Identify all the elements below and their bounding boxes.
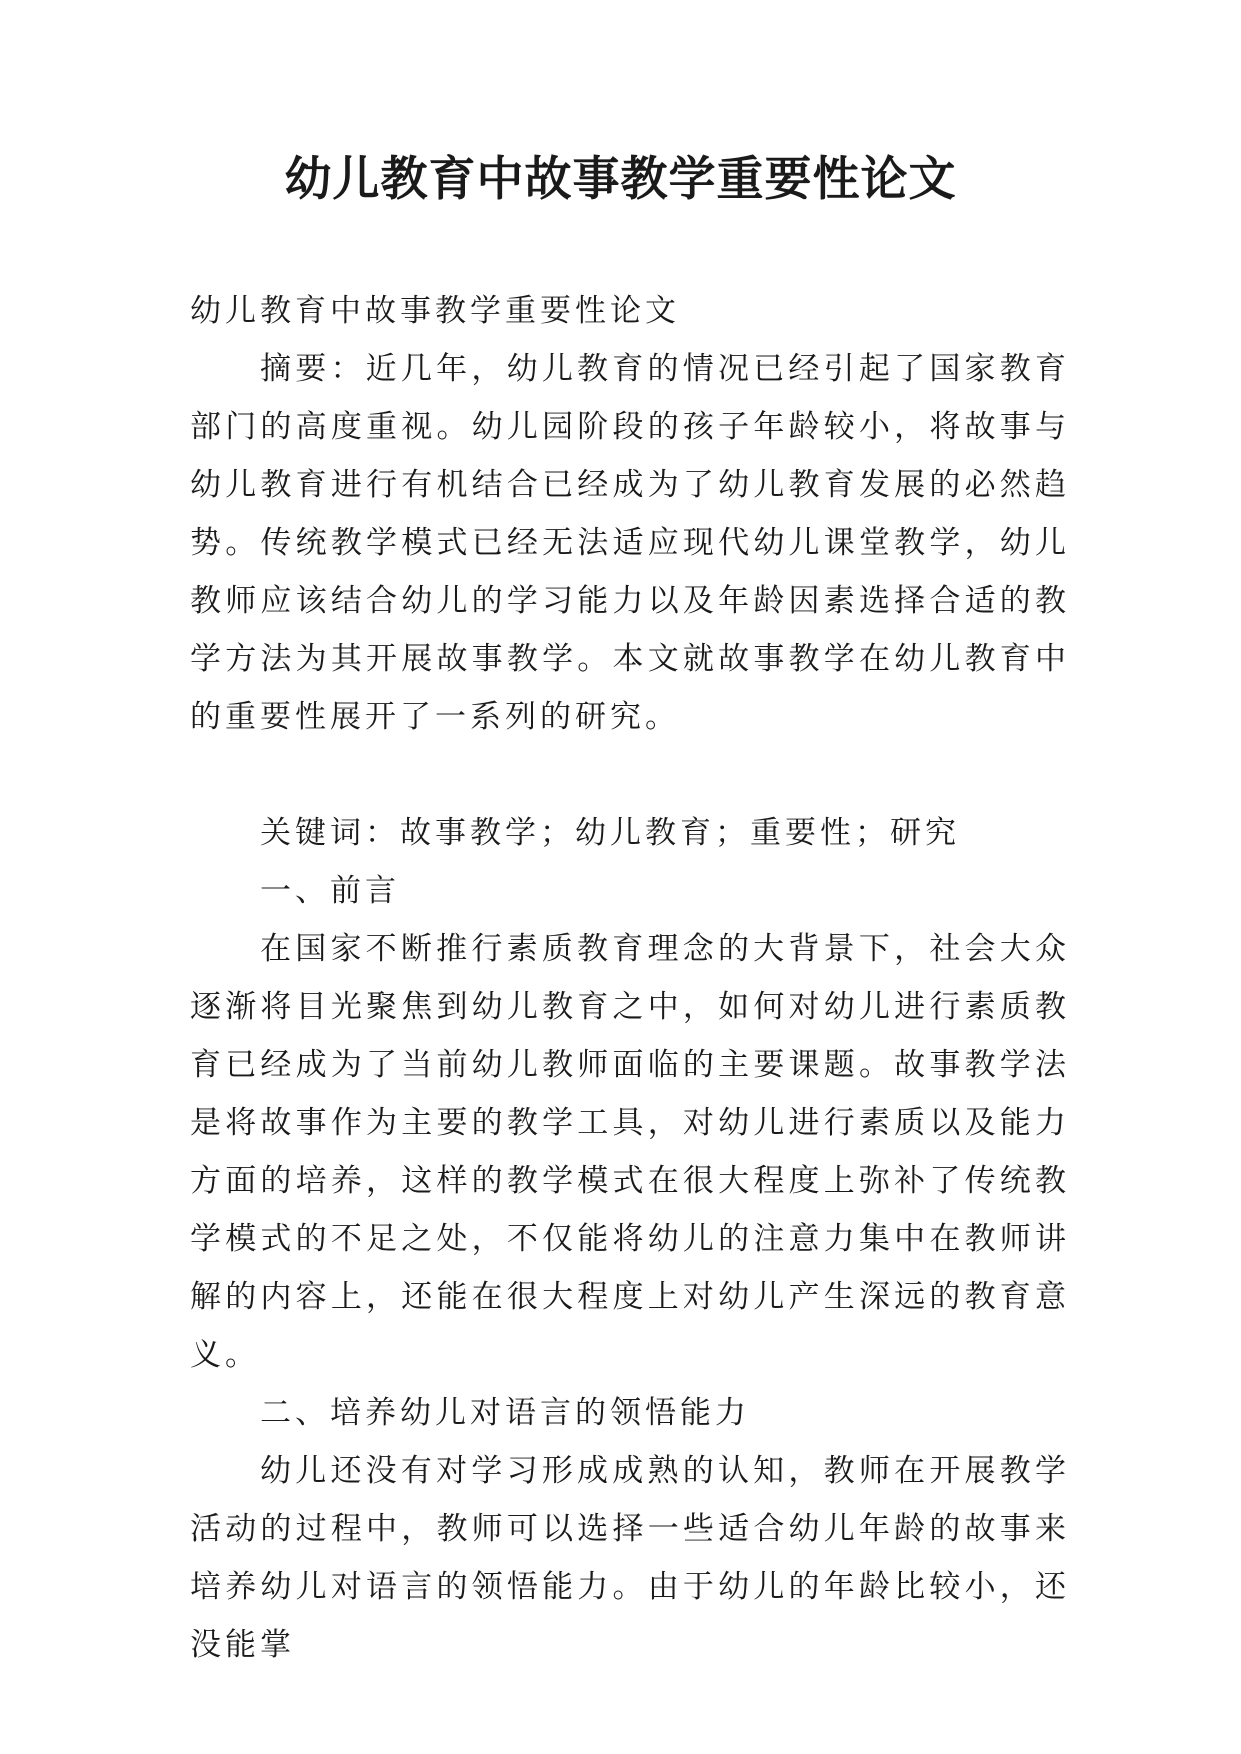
subtitle-paragraph: 幼儿教育中故事教学重要性论文 xyxy=(190,293,680,329)
document-title: 幼儿教育中故事教学重要性论文 xyxy=(284,152,957,207)
paragraph-spacer xyxy=(190,746,1070,804)
language-paragraph: 幼儿还没有对学习形成成熟的认知，教师在开展教学活动的过程中，教师可以选择一些适合幼儿年龄的故事来培养幼儿对语言的领悟能力。由于幼儿的年龄比较小，还没能掌 xyxy=(190,1453,1070,1663)
abstract-paragraph: 摘要：近几年，幼儿教育的情况已经引起了国家教育部门的高度重视。幼儿园阶段的孩子年龄较小，将故事与幼儿教育进行有机结合已经成为了幼儿教育发展的必然趋势。传统教学模式已经无法适应现代幼儿课堂教学，幼儿教师应该结合幼儿的学习能力以及年龄因素选择合适的教学方法为其开展故事教学。本文就故事教学在幼儿教育中的重要性展开了一系列的研究。 xyxy=(190,351,1070,735)
preface-paragraph: 在国家不断推行素质教育理念的大背景下，社会大众逐渐将目光聚焦到幼儿教育之中，如何对幼儿进行素质教育已经成为了当前幼儿教师面临的主要课题。故事教学法是将故事作为主要的教学工具，对幼儿进行素质以及能力方面的培养，这样的教学模式在很大程度上弥补了传统教学模式的不足之处，不仅能将幼儿的注意力集中在教师讲解的内容上，还能在很大程度上对幼儿产生深远的教育意义。 xyxy=(190,931,1070,1373)
document-body xyxy=(190,282,1070,1674)
section-heading-language: 二、培养幼儿对语言的领悟能力 xyxy=(260,1395,750,1431)
section-heading-preface: 一、前言 xyxy=(260,873,400,909)
keywords-paragraph: 关键词：故事教学；幼儿教育；重要性；研究 xyxy=(260,815,960,851)
